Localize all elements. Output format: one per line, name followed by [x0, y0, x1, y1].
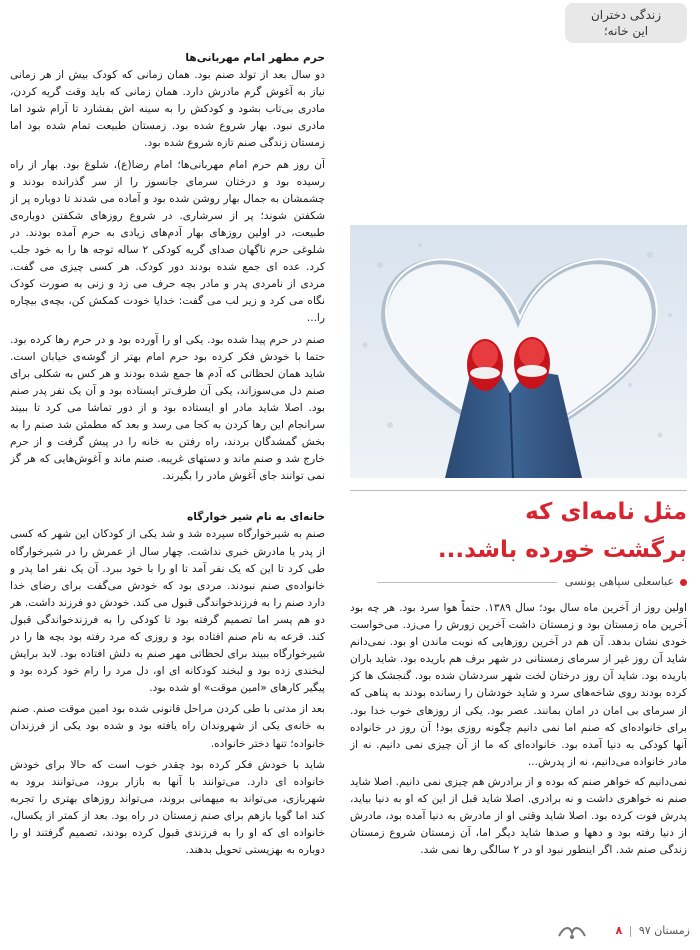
subheading-shrine: حرم مطهر امام مهربانی‌ها — [185, 52, 325, 64]
article-title — [350, 493, 687, 569]
paragraph: آن روز هم حرم امام مهربانی‌ها؛ امام رضا(ع)، شلوغ بود. بهار از راه رسیده بود و درختان سرمای جانسوز را از سر گذرانده بودند و چشمشان به جمال بهار روشن شده بود و آماده می شدند تا دوباره پر از شکفتن شوند؛ پر از سرشاری. در شروع روزهای شکفتن دوباره‌ی طبیعت، در اولین روزهای بهار آدم‌های زیادی به حرم آمده بودند. در شلوغی حرم ناگهان صدای گریه کودکی ۲ ساله توجه ها را به خود جلب کرد. عده ای جمع شده بودند دور کودک. هر کسی چیزی می گفت. مردی از نامردی پدر و مادر بچه حرف می زد و زنی به صورت کودک نگاه می کرد و زیر لب می گفت: خدایا خودت کمکش کن، بچه‌ی بیچاره را... — [10, 158, 325, 325]
page-footer — [590, 924, 690, 944]
author-line — [350, 575, 687, 588]
title-divider — [350, 490, 687, 491]
section-tab-line1: زندگی دختران — [590, 8, 662, 22]
paragraph: صنم به شیرخوارگاه سپرده شد و شد یکی از کودکان این شهر که کسی از پدر یا مادرش خبری نداشت. چهار سال از عمرش را در شیرخوارگاه طی کرد تا این که یک نفر آمد تا او را با خود ببرد. آن یک نفر اما پدر و خانواده‌ی صنم نبودند. مردی بود که خودش می‌گفت برای رضای خدا دارد صنم را به فرزندخواندگی قبول می کند. خودش دو فرزند داشت. هر دو هم پسر اما تصمیم گرفته بود تا کودکی را به فرزندخواندگی قبول کند. قرعه به نام صنم افتاده بود و روزی که مرد رفته بود بچه ها را در شیرخوارگاه ببیند برای لحظاتی مهر صنم به دلش افتاده بود. لابد برایش لبخندی زده بود و لبخند کودکانه ای او، دل مرد را رام خود کرده بود و پیگیر کارهای «امین موقت» او شده بود. — [10, 528, 325, 695]
paragraph: صنم در حرم پیدا شده بود. یکی او را آورده بود و در حرم رها کرده بود. حتما با خودش فکر کرده بود حرم امام بهتر از گوشه‌ی خیابان است. شاید همان لحظاتی که آدم ها جمع شده بودند و هر کس به شکلی برای صنم دل می‌سوزاند، یکی آن طرف‌تر ایستاده بود و آن یک نفر پدر صنم بود. اصلا شاید مادر او ایستاده بود و از دور تماشا می کرد تا ببیند سرانجام این رها کردن به کجا می رسد و بعد که مطمئن شد صنم را به بخش گمشدگان بردند، راه رفتن به خانه را در پیش گرفت و از حرم خارج شد و صنم ماند و دستهای غریبه. صنم ماند و آغوش‌هایی که هر گز نمی توانند جای آغوش مادر را بگیرند. — [10, 333, 325, 483]
bullet-icon — [680, 579, 687, 586]
paragraph: شاید با خودش فکر کرده بود چقدر خوب است که حالا برای خودش خانواده ای دارد. می‌توانند با آنها به بازار برود، می‌توانند برود به شهربازی، می‌تواند به میهمانی بروند، می‌تواند روزهای بهتری را تجربه کند اما گویا بازهم برای صنم زمستان در راه بود. بعد از کمتر از یکسال، خانواده ای که او را به فرزندی قبول کرده بودند، تصمیم گرفتند او را دوباره به بهزیستی تحویل بدهند. — [10, 758, 325, 857]
footer-separator: | — [628, 924, 633, 937]
title-line-1: مثل نامه‌ای که — [525, 499, 687, 525]
section-tab — [565, 3, 687, 43]
paragraph: اولین روز از آخرین ماه سال بود؛ سال ۱۳۸۹. حتماً هوا سرد بود. هر چه بود آخرین ماه زمستان بود و زمستان داشت آخرین زورش را می‌زد. می‌خواست خودی نشان بدهد. آن هم در آخرین روزهایی که نوبت ماندن او بود. نمی‌دانم شاید آن روز غیر از سرمای زمستانی در شهر برف هم باریده بود. شاید باران باریده بود. شاید آن روز درختان لخت شهر سردشان شده بود. گنجشک ها کز کرده بودند روی شاخه‌های سرد و شاید خودشان را رسانده بودند به پناهی که از سرمای بی امان در امان بمانند. عصر بود. یکی از روزهای خوب خدا بود. برای خانواده‌ای که صنم اما نمی دانیم چگونه روزی بود! آن روز در خانواده آنها کودکی به دنیا آمده بود. خانواده‌ای که ما از آن چیزی نمی دانیم. نه از مادر خانواده می‌دانیم، نه از پدرش... — [350, 602, 687, 768]
paragraph: دو سال بعد از تولد صنم بود. همان زمانی که کودک بیش از هر زمانی نیاز به آغوش گرم مادرش دارد. همان زمانی که باید وقت گریه کردن، مادری بی‌تاب بشود و کودکش را به سینه اش بفشارد تا آرام شود اما مادری نبود. بهار شروع شده بود. زمستان طبیعت تمام شده بود اما زمستان زندگی صنم تازه شروع شده بود. — [10, 69, 325, 150]
magazine-logo-icon — [556, 924, 588, 942]
page-number: ۸ — [615, 924, 623, 937]
author-name: عباسعلی سپاهی یونسی — [564, 575, 674, 588]
article-photo — [350, 225, 687, 478]
title-line-2: برگشت خورده باشد... — [437, 537, 687, 563]
paragraph: نمی‌دانیم که خواهر صنم که بوده و از برادرش هم چیزی نمی دانیم. اصلا شاید صنم نه خواهری داشت و نه برادری. اصلا شاید قبل از این که او به دنیا بیاید، پدرش فوت کرده بود. اصلا شاید وقتی او از مادرش به دنیا آمده بود، مادرش از دنیا رفته بود و دهها و صدها شاید دیگر اما، آن زمستان شروع زمستان زندگی صنم شد. اگر اینطور نبود او در ۲ سالگی رها نمی شد. — [350, 775, 687, 857]
paragraph: بعد از مدتی با طی کردن مراحل قانونی شده بود امین موقت صنم. صنم به خانه‌ی یکی از شهروندان راه یافته بود و شده بود یکی از فرزندان خانواده؛ تنها دختر خانواده. — [10, 703, 325, 750]
author-rule — [377, 582, 557, 583]
subheading-orphanage: خانه‌ای به نام شیر خوارگاه — [187, 511, 325, 524]
left-text-column — [10, 50, 325, 920]
snow-heart-boots-image — [350, 225, 687, 478]
section-tab-line2: این خانه؛ — [603, 24, 649, 38]
footer-issue: ۹۷ — [638, 924, 651, 937]
right-text-column — [350, 600, 687, 910]
footer-season: زمستان — [654, 924, 690, 937]
